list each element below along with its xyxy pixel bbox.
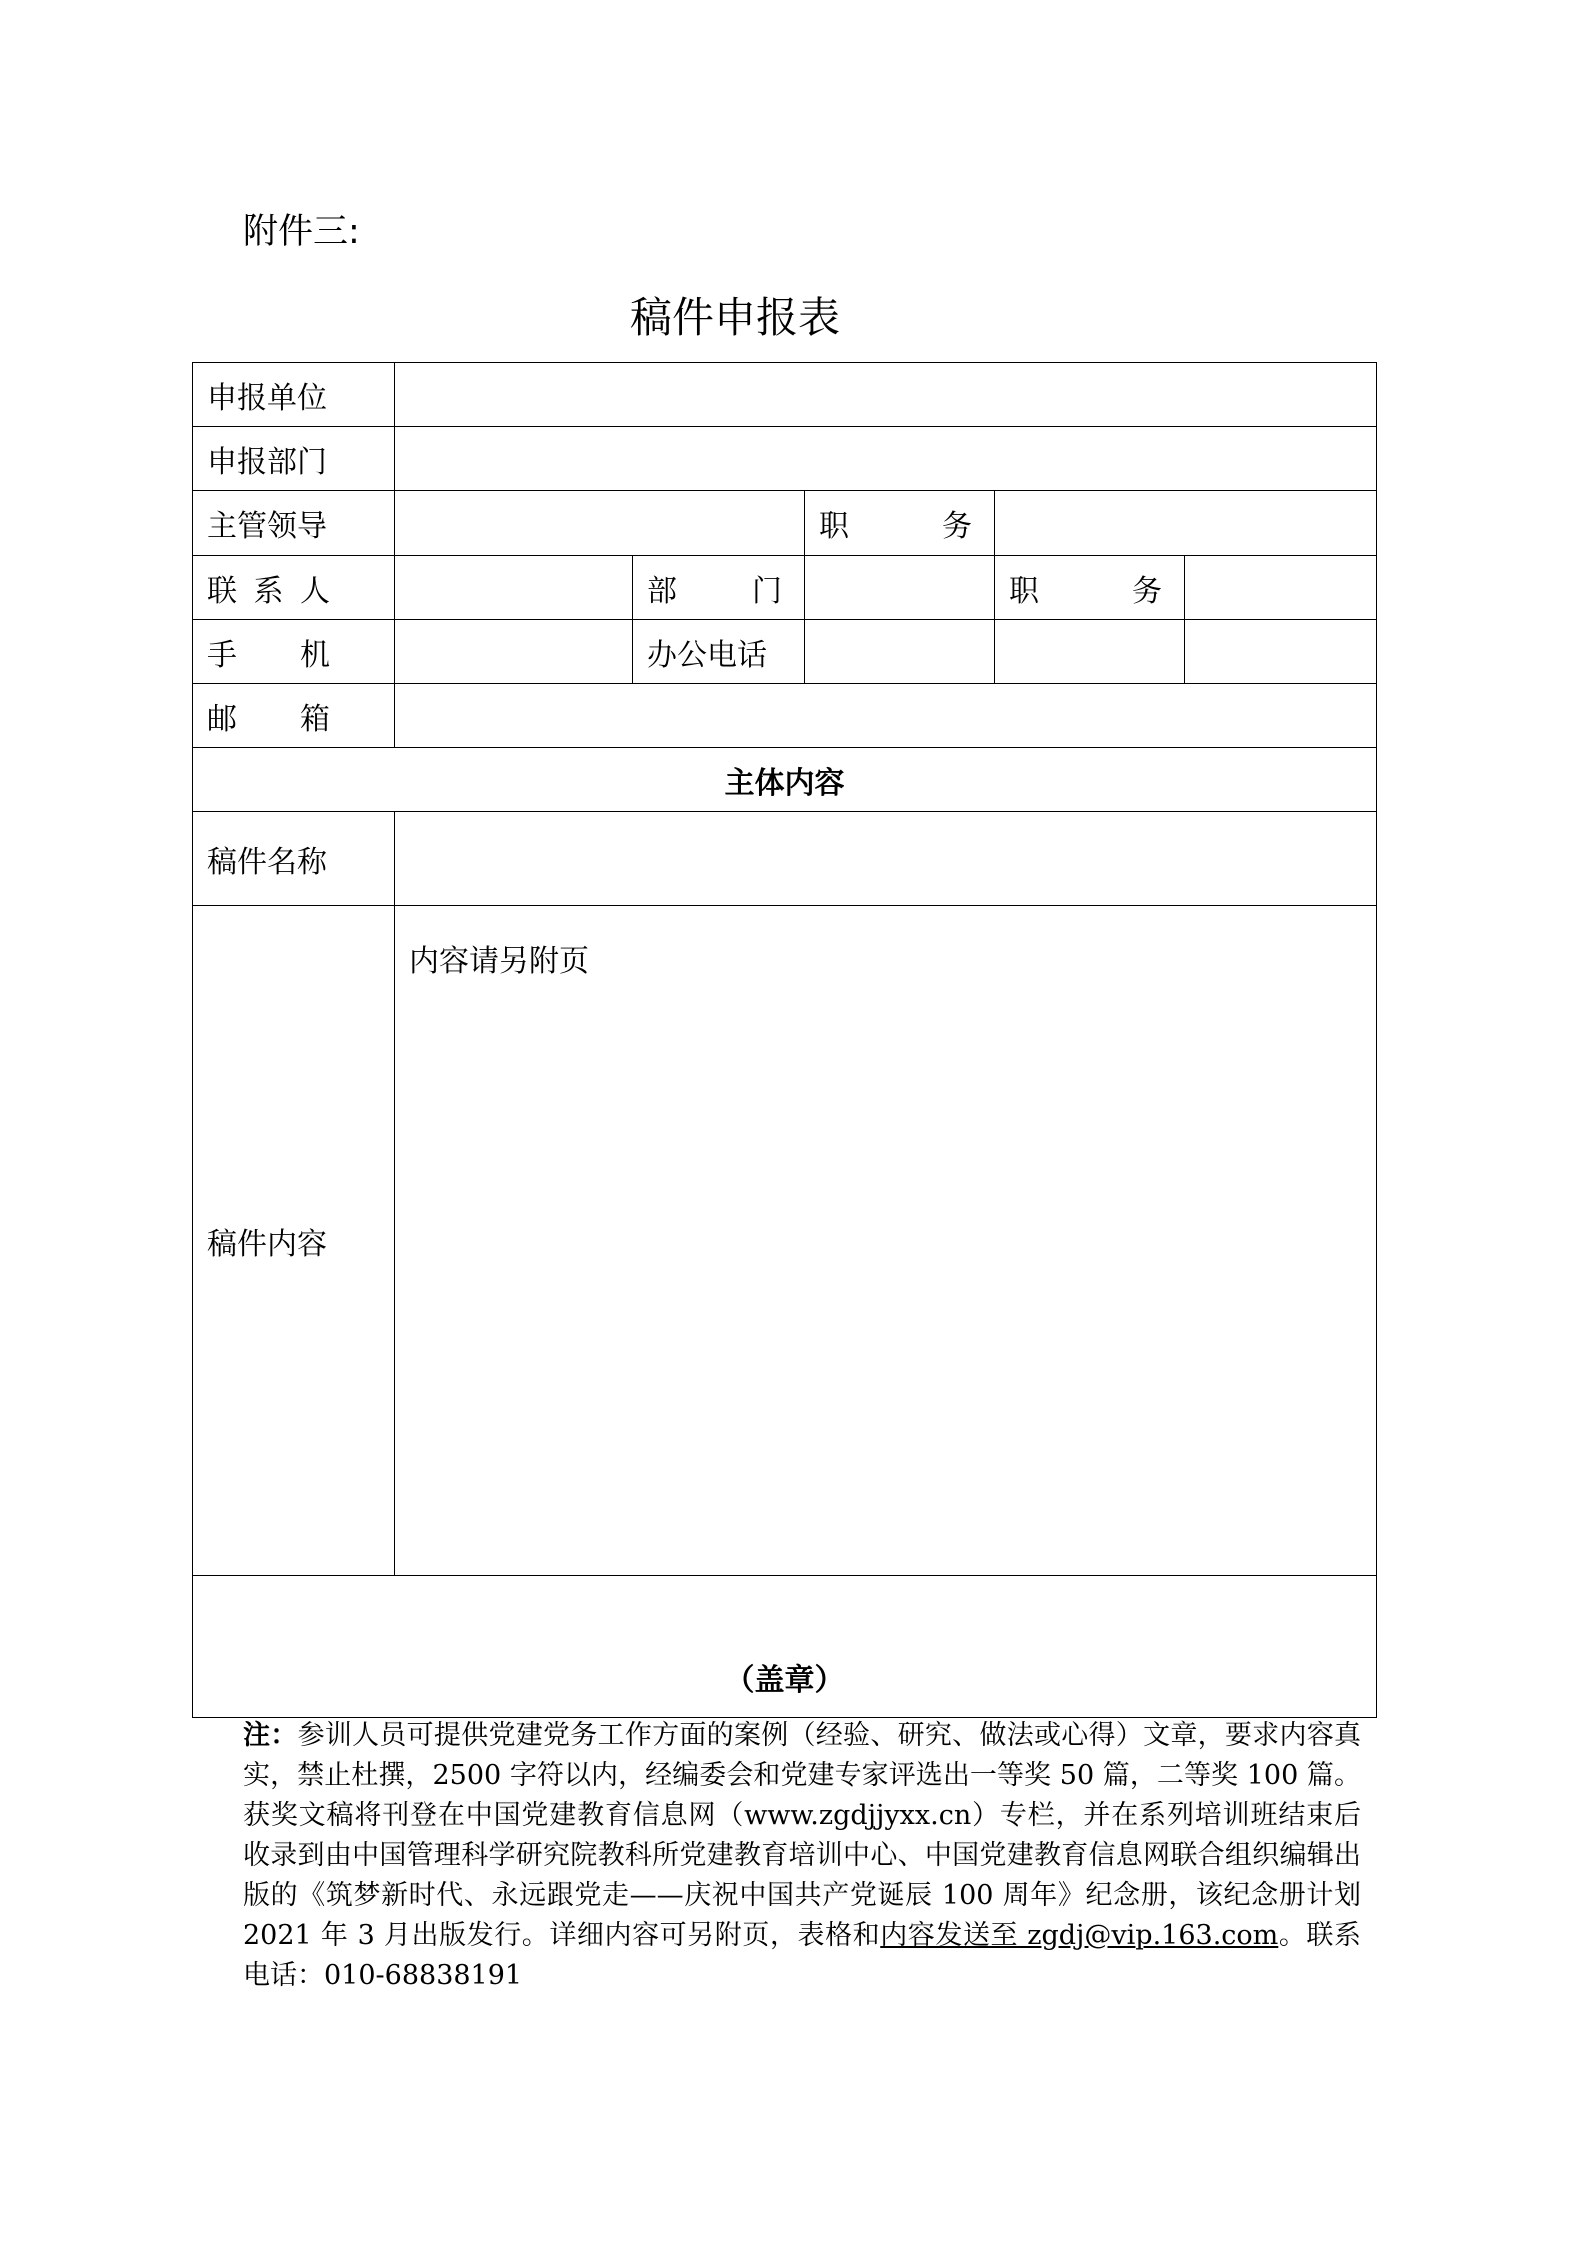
dept-label: 申报部门 — [193, 427, 395, 491]
note-text-2: 。联系电话：010-68838191 — [243, 1920, 1361, 1991]
contact-dept-label: 部 门 — [633, 556, 805, 620]
contact-position-field[interactable] — [1185, 556, 1377, 620]
office-phone-label: 办公电话 — [633, 620, 805, 684]
office-phone-field[interactable] — [805, 620, 995, 684]
seal-area: （盖章） — [193, 1576, 1377, 1718]
mobile-label: 手 机 — [193, 620, 395, 684]
extra-field-1[interactable] — [995, 620, 1185, 684]
manuscript-name-field[interactable] — [395, 812, 1377, 906]
contact-label: 联 系 人 — [193, 556, 395, 620]
extra-field-2[interactable] — [1185, 620, 1377, 684]
contact-field[interactable] — [395, 556, 633, 620]
email-label: 邮 箱 — [193, 684, 395, 748]
manuscript-content-field[interactable]: 内容请另附页 — [395, 906, 1377, 1576]
email-field[interactable] — [395, 684, 1377, 748]
leader-field[interactable] — [395, 491, 805, 556]
position-label: 职 务 — [805, 491, 995, 556]
attachment-label: 附件三: — [243, 212, 360, 252]
footnote — [243, 1716, 1361, 1996]
mobile-field[interactable] — [395, 620, 633, 684]
unit-field[interactable] — [395, 363, 1377, 427]
note-email[interactable]: 内容发送至 zgdj@vip.163.com — [880, 1920, 1279, 1951]
manuscript-name-label: 稿件名称 — [193, 812, 395, 906]
note-text-1: 参训人员可提供党建党务工作方面的案例（经验、研究、做法或心得）文章，要求内容真实，禁止杜撰，2500 字符以内，经编委会和党建专家评选出一等奖 50 篇，二等奖 100 篇。获奖文稿将刊登在中国党建教育信息网（www.zgdjjyxx.cn）专栏，并在系列培训班结束后收录到由中国管理科学研究院教科所党建教育培训中心、中国党建教育信息网联合组织编辑出版的《筑梦新时代、永远跟党走——庆祝中国共产党诞辰 100 周年》纪念册，该纪念册计划 2021 年 3 月出版发行。详细内容可另附页，表格和 — [243, 1720, 1362, 1951]
unit-label: 申报单位 — [193, 363, 395, 427]
form-title: 稿件申报表 — [629, 293, 840, 342]
manuscript-content-label: 稿件内容 — [193, 906, 395, 1576]
position-field[interactable] — [995, 491, 1377, 556]
note-prefix: 注： — [243, 1720, 298, 1751]
dept-field[interactable] — [395, 427, 1377, 491]
contact-position-label: 职 务 — [995, 556, 1185, 620]
leader-label: 主管领导 — [193, 491, 395, 556]
contact-dept-field[interactable] — [805, 556, 995, 620]
section-header: 主体内容 — [193, 748, 1377, 812]
declaration-form — [192, 362, 1377, 1718]
